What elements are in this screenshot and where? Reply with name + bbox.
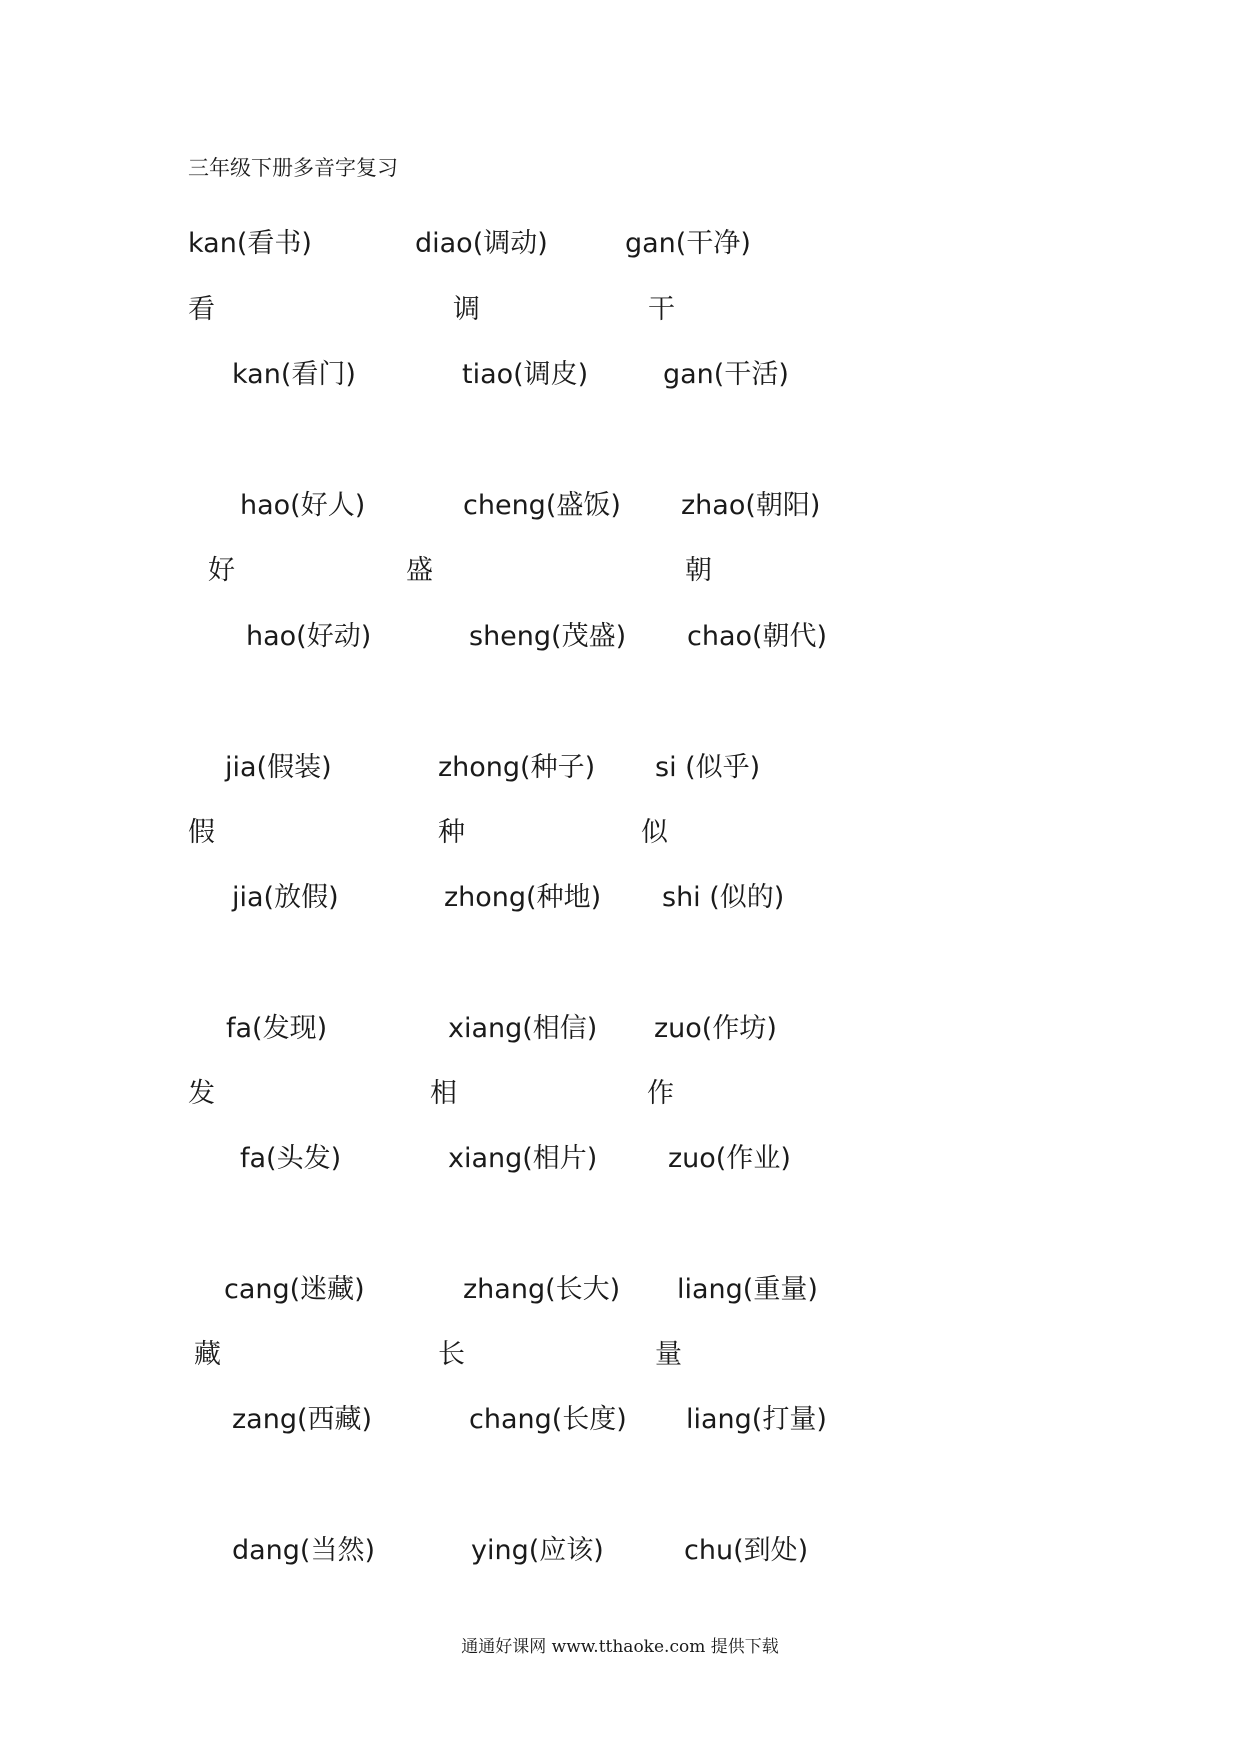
reading-6: zuo(作业): [668, 1143, 791, 1174]
reading-6: gan(干活): [663, 359, 789, 390]
character-1: 发: [188, 1078, 215, 1109]
reading-3: zuo(作坊): [654, 1013, 777, 1044]
reading-4: zang(西藏): [232, 1404, 373, 1435]
reading-1: jia(假装): [225, 752, 332, 783]
reading-2: zhang(长大): [463, 1274, 621, 1305]
reading-5: xiang(相片): [448, 1143, 598, 1174]
character-2: 种: [438, 817, 465, 848]
reading-5: tiao(调皮): [462, 359, 589, 390]
character-2: 调: [453, 294, 480, 325]
reading-2: cheng(盛饭): [463, 490, 621, 521]
character-3: 作: [647, 1078, 674, 1109]
reading-4: hao(好动): [246, 621, 372, 652]
character-3: 朝: [685, 555, 712, 586]
reading-2: zhong(种子): [438, 752, 596, 783]
character-1: 藏: [194, 1339, 221, 1370]
reading-4: jia(放假): [232, 882, 339, 913]
reading-3: gan(干净): [625, 228, 751, 259]
reading-2: diao(调动): [415, 228, 548, 259]
reading-6: shi (似的): [662, 882, 785, 913]
reading-1: hao(好人): [240, 490, 366, 521]
reading-6: chao(朝代): [687, 621, 828, 652]
reading-4: kan(看门): [232, 359, 356, 390]
reading-2: xiang(相信): [448, 1013, 598, 1044]
character-2: 长: [438, 1339, 465, 1370]
character-1: 好: [208, 555, 235, 586]
reading-1: kan(看书): [188, 228, 312, 259]
reading-3: chu(到处): [684, 1535, 809, 1566]
reading-6: liang(打量): [686, 1404, 827, 1435]
reading-3: liang(重量): [677, 1274, 818, 1305]
reading-3: si (似乎): [655, 752, 761, 783]
reading-1: cang(迷藏): [224, 1274, 365, 1305]
character-3: 量: [655, 1339, 682, 1370]
character-3: 似: [641, 817, 668, 848]
reading-5: sheng(茂盛): [469, 621, 627, 652]
page-title: 三年级下册多音字复习: [188, 156, 398, 180]
character-2: 相: [430, 1078, 457, 1109]
footer-credit: 通通好课网 www.tthaoke.com 提供下载: [461, 1637, 779, 1657]
character-2: 盛: [406, 555, 433, 586]
character-1: 假: [188, 817, 215, 848]
reading-5: zhong(种地): [444, 882, 602, 913]
reading-5: chang(长度): [469, 1404, 627, 1435]
reading-2: ying(应该): [471, 1535, 604, 1566]
reading-3: zhao(朝阳): [681, 490, 821, 521]
reading-1: dang(当然): [232, 1535, 376, 1566]
reading-4: fa(头发): [240, 1143, 342, 1174]
character-1: 看: [188, 294, 215, 325]
reading-1: fa(发现): [226, 1013, 328, 1044]
character-3: 干: [648, 294, 675, 325]
